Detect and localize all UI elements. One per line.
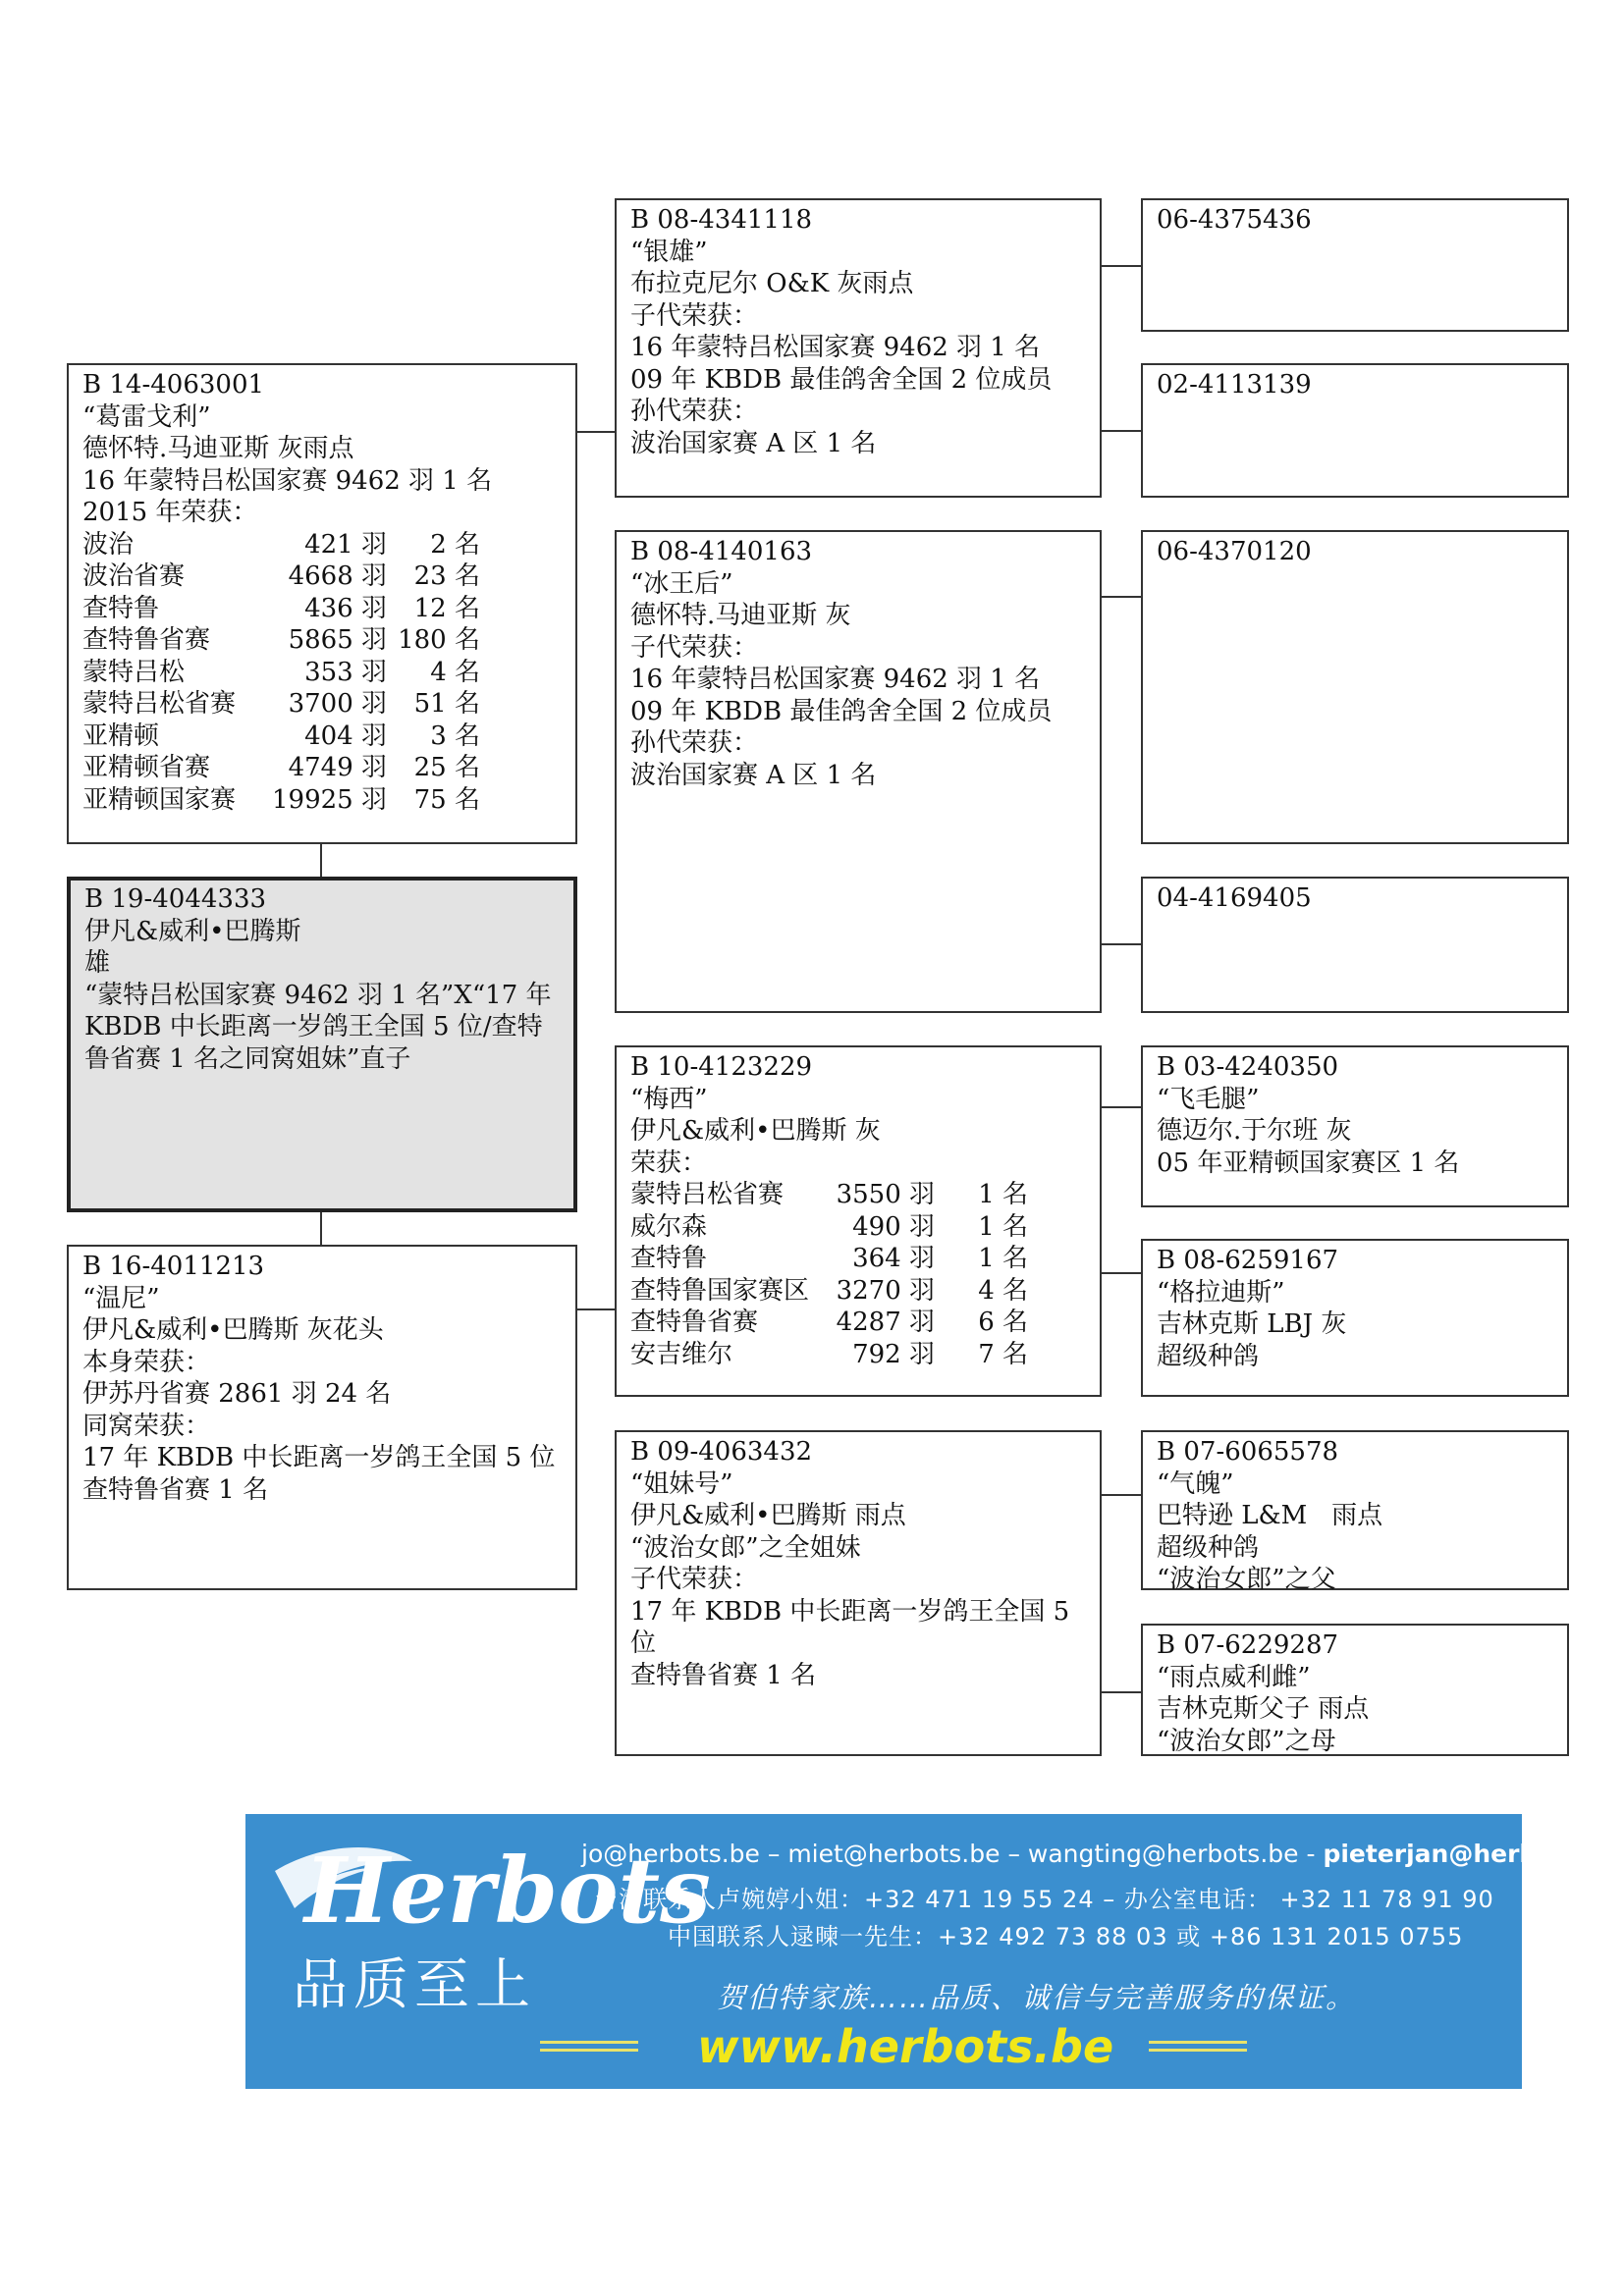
subject-description: “蒙特吕松国家赛 9462 羽 1 名”X“17 年 KBDB 中长距离一岁鸽王全国 5 位/查特鲁省赛 1 名之同窝姐妹”直子 <box>84 980 552 1074</box>
race-name: 波治省赛 <box>82 561 186 591</box>
text-line: “波治女郎”之父 <box>1157 1565 1336 1594</box>
text-line: 子代荣获： <box>630 300 759 331</box>
text-line: “温尼” <box>82 1283 160 1313</box>
race-name: 威尔森 <box>630 1211 708 1242</box>
text-line: B 07-6065578 <box>1157 1437 1339 1467</box>
text-line: 17 年 KBDB 中长距离一岁鸽王全国 5 位 <box>82 1443 556 1472</box>
sire-sire-box <box>615 198 1102 498</box>
connector <box>1102 1494 1141 1496</box>
text-line: 布拉克尼尔 O&K 灰雨点 <box>630 269 914 298</box>
great-grandparent-7-box <box>1141 1430 1569 1594</box>
bird-count: 3550 羽 <box>836 1180 935 1209</box>
text-line: “波治女郎”之全姐妹 <box>630 1532 861 1563</box>
website-link[interactable]: www.herbots.be <box>697 2020 1114 2073</box>
great-grandparent-2-box <box>1141 363 1569 498</box>
placing: 3 名 <box>430 721 480 751</box>
gg1-lines <box>1157 204 1553 237</box>
text-line: 06-4370120 <box>1157 537 1312 566</box>
subject-lines <box>84 883 560 980</box>
result-row <box>630 1307 1086 1339</box>
result-row <box>82 561 562 593</box>
email-addresses[interactable] <box>581 1840 1624 1868</box>
connector <box>1102 943 1141 945</box>
text-line: B 09-4063432 <box>630 1437 813 1467</box>
result-row <box>82 624 562 657</box>
placing: 180 名 <box>398 625 480 655</box>
sire-lines <box>82 369 562 529</box>
text-line: B 14-4063001 <box>82 370 265 400</box>
text-line: 超级种鸽 <box>1157 1341 1260 1371</box>
email-pieterjan[interactable]: pieterjan@herbots.be <box>1323 1840 1624 1868</box>
text-line: 伊苏丹省赛 2861 羽 24 名 <box>82 1379 392 1409</box>
dam-dam-lines <box>630 1436 1086 1596</box>
text-line: “梅西” <box>630 1084 708 1114</box>
text-line: 波治国家赛 A 区 1 名 <box>630 760 877 790</box>
connector <box>1102 430 1141 432</box>
race-name: 查特鲁国家赛区 <box>630 1275 810 1306</box>
text-line: 查特鲁省赛 1 名 <box>630 1660 817 1690</box>
sire-results <box>82 529 562 817</box>
text-line: B 08-4341118 <box>630 205 813 235</box>
text-line: 16 年蒙特吕松国家赛 9462 羽 1 名 <box>630 665 1041 694</box>
placing: 12 名 <box>413 593 480 623</box>
connector <box>577 1308 615 1310</box>
text-line: “冰王后” <box>630 568 733 599</box>
race-name: 亚精顿省赛 <box>82 753 211 782</box>
text-line: “格拉迪斯” <box>1157 1277 1285 1308</box>
china-contact: 中国联系人逯暕一先生：+32 492 73 88 03 或 +86 131 2015 0755 <box>668 1923 1464 1950</box>
gg4-lines <box>1157 882 1553 915</box>
bird-count: 364 羽 <box>852 1244 935 1273</box>
text-line: 子代荣获： <box>630 1565 759 1594</box>
bird-count: 5865 羽 <box>288 625 387 655</box>
sire-dam-box <box>615 530 1102 1013</box>
text-line: B 03-4240350 <box>1157 1052 1339 1082</box>
bird-count: 4668 羽 <box>288 561 387 591</box>
bird-count: 404 羽 <box>304 721 387 751</box>
race-name: 蒙特吕松省赛 <box>82 689 237 719</box>
result-row <box>630 1243 1086 1275</box>
decor-line-right <box>1149 2049 1247 2052</box>
text-line: 德迈尔.于尔班 灰 <box>1157 1116 1352 1146</box>
text-line: “银雄” <box>630 237 708 267</box>
text-line: 巴特逊 L&M 雨点 <box>1157 1501 1383 1530</box>
text-line: B 08-6259167 <box>1157 1246 1339 1275</box>
subject-pigeon-box <box>67 877 577 1212</box>
herbots-banner <box>245 1814 1624 2089</box>
logo-text: Herbots <box>304 1838 711 1944</box>
great-grandparent-1-box <box>1141 198 1569 332</box>
race-name: 查特鲁 <box>630 1244 708 1273</box>
text-line: 德怀特.马迪亚斯 灰 <box>630 601 851 630</box>
great-grandparent-8-box <box>1141 1624 1569 1756</box>
placing: 51 名 <box>413 689 480 719</box>
text-line: 子代荣获： <box>630 632 759 663</box>
dam-dam-wrap-line: 17 年 KBDB 中长距离一岁鸽王全国 5 位 <box>630 1596 1070 1658</box>
placing: 1 名 <box>978 1180 1028 1209</box>
result-row <box>630 1275 1086 1308</box>
text-line: 伊凡&威利•巴腾斯 雨点 <box>630 1501 906 1530</box>
text-line: B 07-6229287 <box>1157 1630 1339 1660</box>
text-line: 本身荣获： <box>82 1347 211 1377</box>
placing: 2 名 <box>430 529 480 560</box>
race-name: 蒙特吕松 <box>82 657 186 687</box>
text-line: 伊凡&威利•巴腾斯 灰花头 <box>82 1315 384 1345</box>
result-row <box>82 721 562 753</box>
text-line: “姐妹号” <box>630 1468 733 1499</box>
text-line: “波治女郎”之母 <box>1157 1726 1336 1756</box>
dam-sire-lines <box>630 1051 1086 1179</box>
dam-box <box>67 1245 577 1590</box>
gg3-lines <box>1157 536 1553 568</box>
bird-count: 4749 羽 <box>288 753 387 782</box>
great-grandparent-4-box <box>1141 877 1569 1013</box>
bird-count: 421 羽 <box>304 529 387 560</box>
text-line: B 16-4011213 <box>82 1252 265 1281</box>
text-line: 吉林克斯父子 雨点 <box>1157 1694 1370 1724</box>
bird-count: 4287 羽 <box>836 1308 935 1337</box>
text-line: 2015 年荣获： <box>82 498 258 527</box>
bird-count: 490 羽 <box>852 1211 935 1242</box>
gg5-lines <box>1157 1051 1553 1179</box>
connector <box>1102 1106 1141 1108</box>
decor-line-left <box>540 2049 638 2052</box>
text-line: 查特鲁省赛 1 名 <box>82 1474 269 1505</box>
decor-line-right <box>1149 2041 1247 2044</box>
connector <box>320 1212 322 1245</box>
text-line: B 10-4123229 <box>630 1052 813 1082</box>
slogan: 贺伯特家族……品质、诚信与完善服务的保证。 <box>717 1981 1357 2014</box>
bird-count: 19925 羽 <box>272 784 387 815</box>
result-row <box>82 529 562 561</box>
race-name: 波治 <box>82 529 135 560</box>
text-line: 16 年蒙特吕松国家赛 9462 羽 1 名 <box>630 333 1041 362</box>
text-line: B 19-4044333 <box>84 884 267 914</box>
dam-dam-after-lines <box>630 1660 1086 1692</box>
decor-line-left <box>540 2041 638 2044</box>
text-line: 孙代荣获： <box>630 397 759 426</box>
great-grandparent-3-box <box>1141 530 1569 844</box>
placing: 25 名 <box>413 753 480 782</box>
race-name: 蒙特吕松省赛 <box>630 1180 785 1209</box>
text-line: 09 年 KBDB 最佳鸽舍全国 2 位成员 <box>630 364 1053 395</box>
text-line: “葛雷戈利” <box>82 401 211 432</box>
sire-box <box>67 363 577 844</box>
bird-count: 436 羽 <box>304 593 387 623</box>
result-row <box>82 752 562 784</box>
dam-sire-results <box>630 1179 1086 1370</box>
result-row <box>630 1339 1086 1371</box>
race-name: 查特鲁省赛 <box>82 625 211 655</box>
text-line: 伊凡&威利•巴腾斯 <box>84 916 301 946</box>
text-line: “雨点威利雌” <box>1157 1662 1311 1692</box>
gg2-lines <box>1157 369 1553 401</box>
tagline: 品质至上 <box>293 1953 536 2017</box>
race-name: 安吉维尔 <box>630 1339 733 1369</box>
sire-dam-lines <box>630 536 1086 791</box>
bird-count: 792 羽 <box>852 1339 935 1369</box>
text-line: 伊凡&威利•巴腾斯 灰 <box>630 1116 881 1146</box>
result-row <box>82 688 562 721</box>
sire-sire-lines <box>630 204 1086 459</box>
connector <box>320 844 322 877</box>
result-row <box>82 784 562 817</box>
text-line: “飞毛腿” <box>1157 1084 1260 1114</box>
connector <box>1102 1691 1141 1693</box>
text-line: 同窝荣获： <box>82 1411 211 1441</box>
text-line: 波治国家赛 A 区 1 名 <box>630 428 877 458</box>
emails-text[interactable]: jo@herbots.be – miet@herbots.be – wangting@herbots.be - <box>581 1840 1324 1868</box>
gg8-lines <box>1157 1629 1553 1757</box>
result-row <box>630 1211 1086 1244</box>
race-name: 查特鲁 <box>82 593 160 623</box>
dam-lines <box>82 1251 562 1506</box>
text-line: 04-4169405 <box>1157 883 1312 913</box>
dam-sire-box <box>615 1045 1102 1397</box>
text-line: B 08-4140163 <box>630 537 813 566</box>
bird-count: 3700 羽 <box>288 689 387 719</box>
connector <box>1102 265 1141 267</box>
race-name: 亚精顿国家赛 <box>82 784 237 815</box>
placing: 1 名 <box>978 1244 1028 1273</box>
placing: 1 名 <box>978 1211 1028 1242</box>
text-line: 06-4375436 <box>1157 205 1312 235</box>
result-row <box>630 1179 1086 1211</box>
connector <box>1102 1272 1141 1274</box>
placing: 4 名 <box>978 1275 1028 1306</box>
text-line: 雄 <box>84 948 111 978</box>
placing: 75 名 <box>413 784 480 815</box>
connector <box>1102 596 1141 598</box>
gg7-lines <box>1157 1436 1553 1596</box>
text-line: 16 年蒙特吕松国家赛 9462 羽 1 名 <box>82 465 493 496</box>
placing: 6 名 <box>978 1308 1028 1337</box>
text-line: “气魄” <box>1157 1468 1234 1499</box>
placing: 7 名 <box>978 1339 1028 1369</box>
great-grandparent-6-box <box>1141 1239 1569 1397</box>
taiwan-contact: 台湾联系人卢婉婷小姐：+32 471 19 55 24 – 办公室电话： +32 11 78 91 90 <box>594 1886 1494 1913</box>
text-line: 荣获： <box>630 1148 708 1178</box>
bird-count: 3270 羽 <box>836 1275 935 1306</box>
race-name: 查特鲁省赛 <box>630 1308 759 1337</box>
bird-count: 353 羽 <box>304 657 387 687</box>
race-name: 亚精顿 <box>82 721 160 751</box>
placing: 4 名 <box>430 657 480 687</box>
text-line: 09 年 KBDB 最佳鸽舍全国 2 位成员 <box>630 696 1053 726</box>
text-line: 德怀特.马迪亚斯 灰雨点 <box>82 434 354 463</box>
gg6-lines <box>1157 1245 1553 1372</box>
text-line: 吉林克斯 LBJ 灰 <box>1157 1309 1347 1339</box>
text-line: 超级种鸽 <box>1157 1532 1260 1563</box>
great-grandparent-5-box <box>1141 1045 1569 1207</box>
placing: 23 名 <box>413 561 480 591</box>
dam-dam-box <box>615 1430 1102 1756</box>
connector <box>577 431 615 433</box>
result-row <box>82 593 562 625</box>
text-line: 02-4113139 <box>1157 370 1312 400</box>
text-line: 05 年亚精顿国家赛区 1 名 <box>1157 1148 1460 1178</box>
text-line: 孙代荣获： <box>630 728 759 758</box>
result-row <box>82 657 562 689</box>
